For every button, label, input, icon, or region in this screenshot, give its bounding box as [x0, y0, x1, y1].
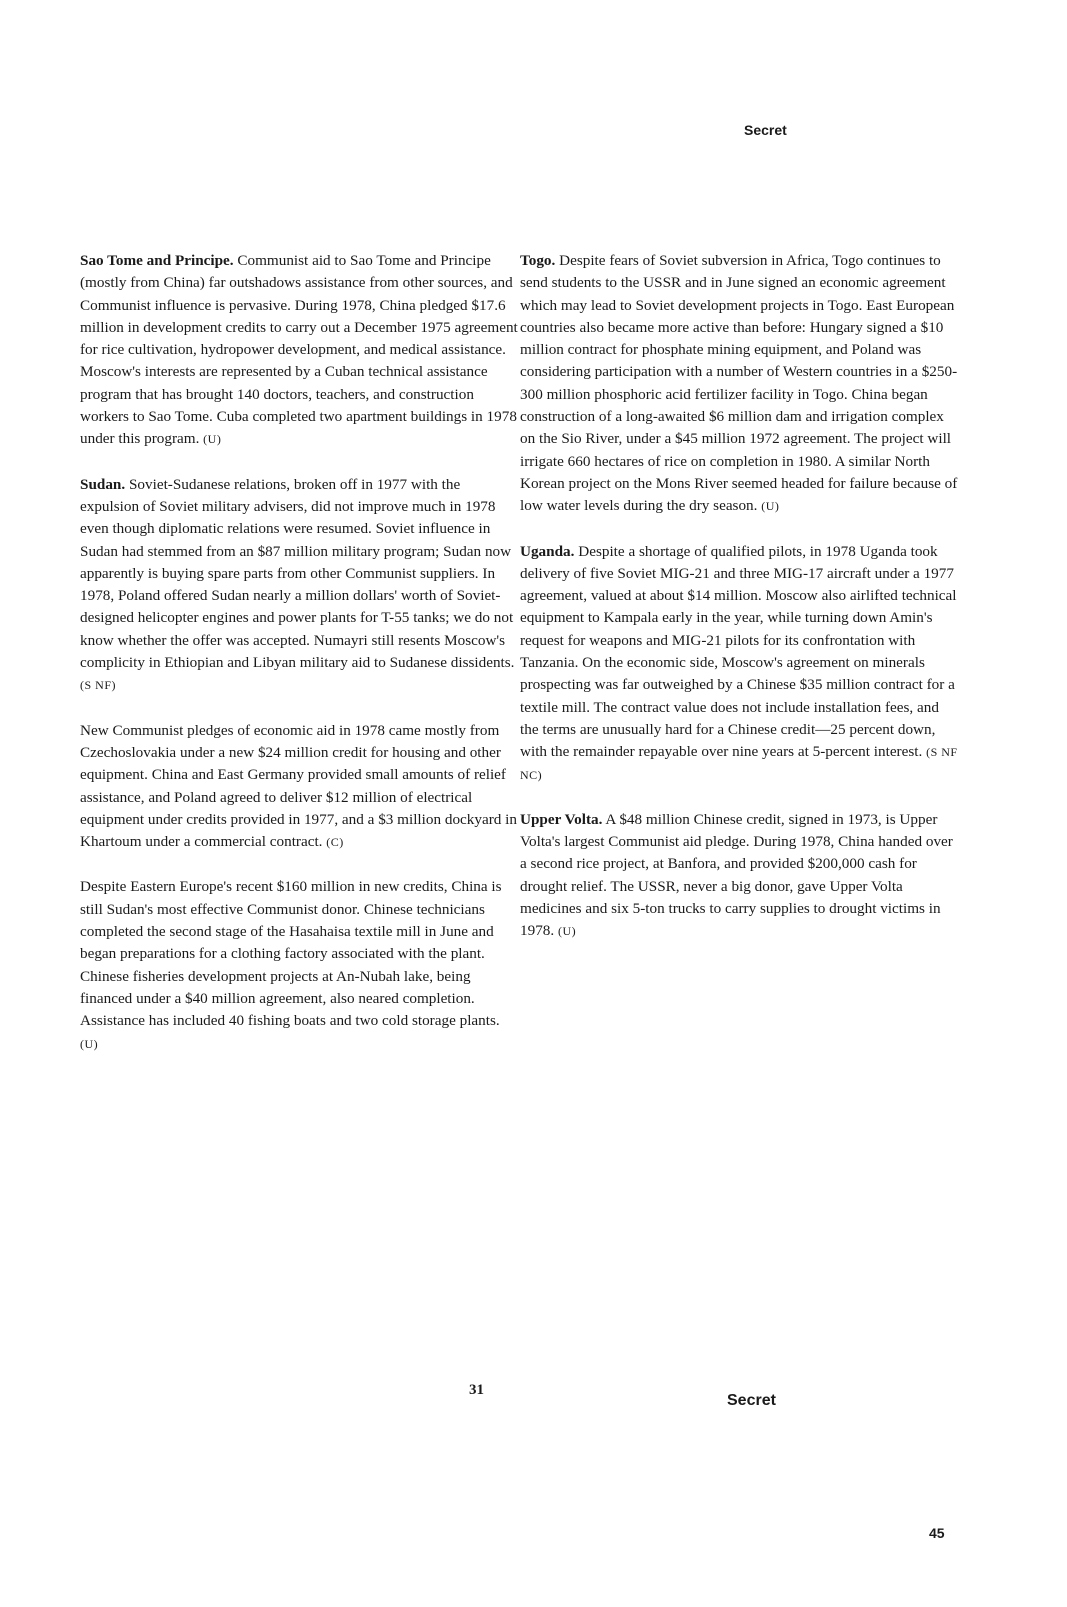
paragraph-text: Despite a shortage of qualified pilots, in 1978 Uganda took delivery of five Soviet MIG-21 and three MIG-17 aircraft under a 1977 agreement, valued at about $14 million. Moscow also airlifted technical equipment to Kampala early in the year, while turning down Amin's request for weapons and MIG-21 pilots for its confrontation with Tanzania. On the economic side, Moscow's agreement on minerals prospecting was far outweighed by a Chinese $35 million contract for a textile mill. The contract value does not include installation fees, and the terms are unusually hard for a Chinese credit—25 percent down, with the remainder repayable over nine years at 5-percent interest. [520, 542, 957, 761]
section-heading: Togo. [520, 252, 556, 269]
classification-marking: (U) [557, 924, 577, 939]
section-heading: Sao Tome and Principe. [80, 252, 234, 269]
classification-marking: (C) [326, 835, 344, 850]
classification-footer: Secret [727, 1392, 776, 1409]
paragraph-sudan-china [80, 876, 518, 1054]
classification-marking: (S NF NC) [520, 745, 958, 782]
paragraph-sudan [80, 474, 518, 697]
paragraph-text: Despite fears of Soviet subversion in Africa, Togo continues to send students to the USSR and in June signed an economic agreement which may lead to Soviet development projects in Togo. East European countries also became more active than before: Hungary signed a $10 million contract for phosphate mining equipment, and Poland was considering participation with a number of Western countries in a $250-300 million phosphoric acid fertilizer facility in Togo. China began construction of a long-awaited $6 million dam and irrigation complex on the Sio River, under a $45 million 1972 agreement. The project will irrigate 660 hectares of rice on completion in 1980. A similar North Korean project on the Mons River seemed headed for failure because of low water levels during the dry season. [520, 252, 958, 515]
section-heading: Uganda. [520, 542, 575, 560]
classification-header: Secret [744, 122, 787, 138]
classification-marking: (U) [80, 1036, 99, 1051]
paragraph-text: New Communist pledges of economic aid in 1978 came mostly from Czechoslovakia under a new $24 million credit for housing and other equipment. China and East Germany provided small amounts of relief assistance, and Poland agreed to deliver $12 million of electrical equipment under credits provided in 1977, and a $3 million dockyard in Khartoum under a commercial contract. [80, 721, 517, 851]
section-heading: Sudan. [80, 475, 126, 493]
paragraph-togo [520, 250, 958, 518]
corner-page-number: 45 [929, 1525, 945, 1541]
paragraph-sao-tome [80, 250, 518, 451]
right-column [520, 250, 958, 966]
page-number: 31 [469, 1382, 484, 1398]
left-column [80, 250, 518, 1078]
paragraph-text: Communist aid to Sao Tome and Principe (mostly from China) far outshadows assistance from other sources, and Communist influence is pervasive. During 1978, China pledged $17.6 million in development credits to carry out a December 1975 agreement for rice cultivation, hydropower development, and medical assistance. Moscow's interests are represented by a Cuban technical assistance program that has brought 140 doctors, teachers, and construction workers to Sao Tome. Cuba completed two apartment buildings in 1978 under this program. [80, 252, 518, 448]
classification-marking: (S NF) [80, 678, 117, 693]
paragraph-uganda [520, 541, 958, 786]
paragraph-upper-volta [520, 809, 958, 943]
paragraph-text: Despite Eastern Europe's recent $160 million in new credits, China is still Sudan's most effective Communist donor. Chinese technicians completed the second stage of the Hasahaisa textile mill in June and began preparations for a clothing factory associated with the plant. Chinese fisheries development projects at An-Nubah lake, being financed under a $40 million agreement, also neared completion. Assistance has included 40 fishing boats and two cold storage plants. [80, 878, 502, 1030]
paragraph-sudan-pledges [80, 720, 518, 854]
paragraph-text: Soviet-Sudanese relations, broken off in 1977 with the expulsion of Soviet military advisers, did not improve much in 1978 even though diplomatic relations were resumed. Soviet influence in Sudan had stemmed from an $87 million military program; Sudan now apparently is buying spare parts from other Communist suppliers. In 1978, Poland offered Sudan nearly a million dollars' worth of Soviet-designed helicopter engines and power plants for T-55 tanks; we do not know whether the offer was accepted. Numayri still resents Moscow's complicity in Ethiopian and Libyan military aid to Sudanese dissidents. [80, 475, 515, 672]
classification-marking: (U) [761, 499, 780, 514]
section-heading: Upper Volta. [520, 810, 603, 828]
paragraph-text: A $48 million Chinese credit, signed in 1973, is Upper Volta's largest Communist aid pledge. During 1978, China handed over a second rice project, at Banfora, and provided $200,000 cash for drought relief. The USSR, never a big donor, gave Upper Volta medicines and six 5-ton trucks to carry supplies to drought victims in 1978. [520, 810, 953, 940]
classification-marking: (U) [203, 432, 222, 447]
